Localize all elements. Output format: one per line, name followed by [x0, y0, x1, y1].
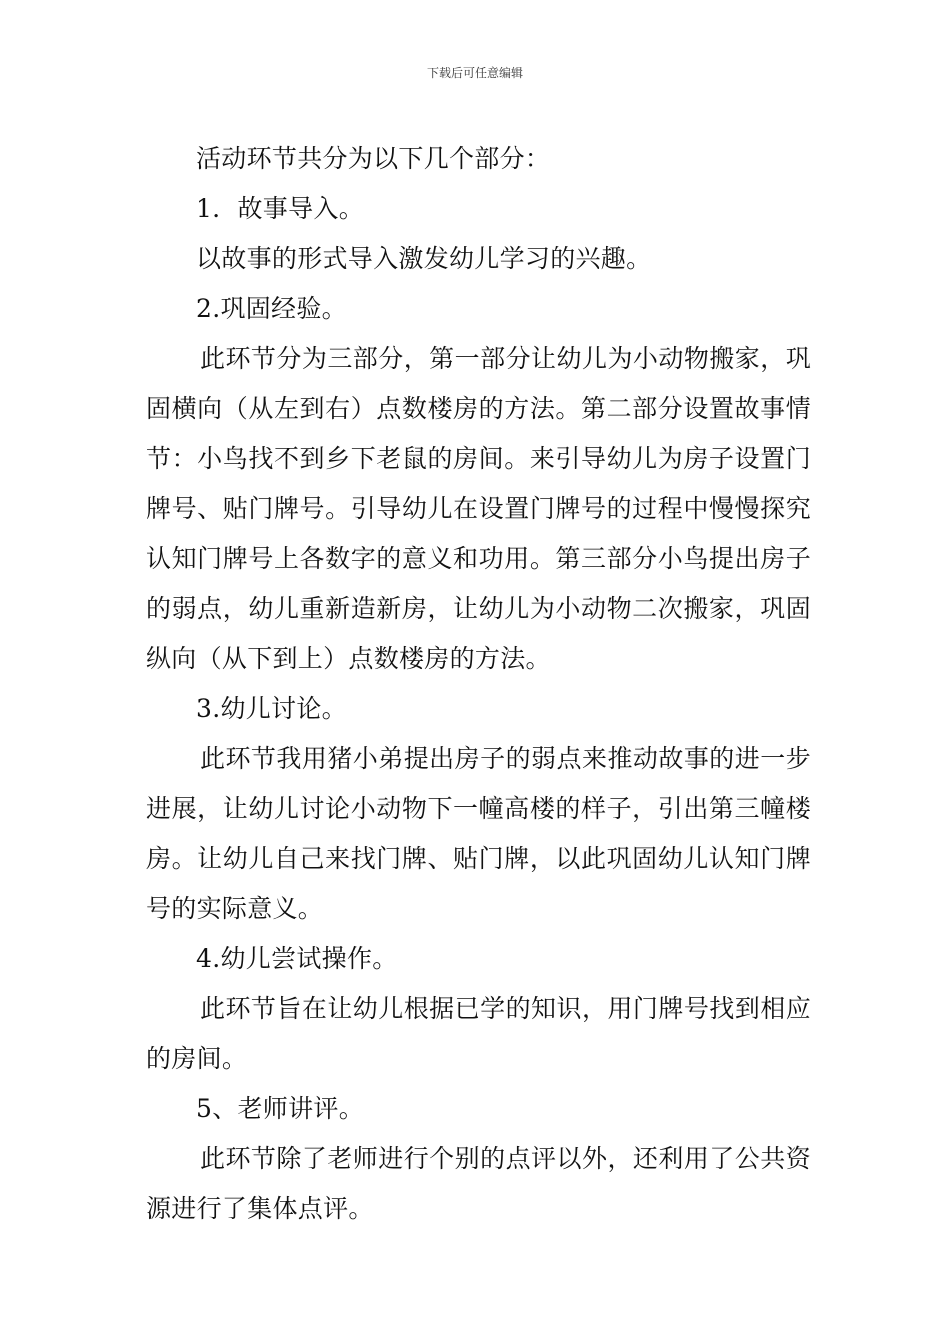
section-heading-consolidate: 2.巩固经验。: [196, 294, 347, 323]
section-heading-story-intro: 1．故事导入。: [196, 194, 365, 223]
document-body: [146, 134, 811, 1234]
page-header-note: 下载后可任意编辑: [426, 66, 523, 80]
body-paragraph: 此环节分为三部分，第一部分让幼儿为小动物搬家，巩固横向（从左到右）点数楼房的方法。第二部分设置故事情节：小鸟找不到乡下老鼠的房间。来引导幼儿为房子设置门牌号、贴门牌号。引导幼儿在设置门牌号的过程中慢慢探究认知门牌号上各数字的意义和功用。第三部分小鸟提出房子的弱点，幼儿重新造新房，让幼儿为小动物二次搬家，巩固纵向（从下到上）点数楼房的方法。: [146, 344, 811, 673]
section-heading-discussion: 3.幼儿讨论。: [196, 694, 347, 723]
body-paragraph: 此环节我用猪小弟提出房子的弱点来推动故事的进一步进展，让幼儿讨论小动物下一幢高楼的样子，引出第三幢楼房。让幼儿自己来找门牌、贴门牌，以此巩固幼儿认知门牌号的实际意义。: [146, 744, 811, 923]
section-heading-teacher-review: 5、老师讲评。: [196, 1094, 365, 1123]
body-paragraph: 此环节除了老师进行个别的点评以外，还利用了公共资源进行了集体点评。: [146, 1144, 811, 1223]
section-heading-practice: 4.幼儿尝试操作。: [196, 944, 398, 973]
body-paragraph: 此环节旨在让幼儿根据已学的知识，用门牌号找到相应的房间。: [146, 994, 811, 1073]
intro-paragraph: 活动环节共分为以下几个部分：: [196, 144, 551, 173]
body-paragraph: 以故事的形式导入激发幼儿学习的兴趣。: [196, 244, 652, 273]
